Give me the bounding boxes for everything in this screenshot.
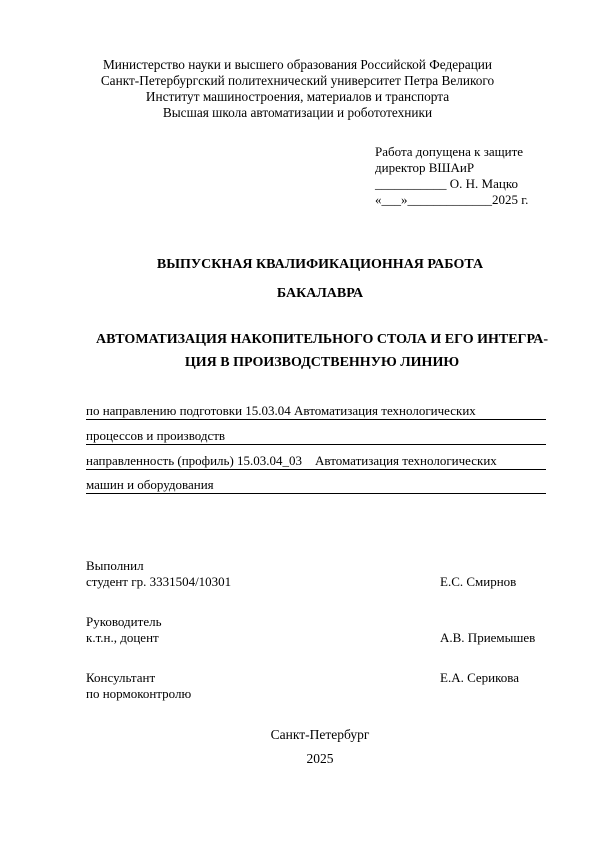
- consultant-name: Е.А. Серикова: [440, 670, 520, 685]
- supervisor-detail: к.т.н., доцент: [86, 630, 159, 645]
- year: 2025: [306, 751, 334, 766]
- approval-block: [375, 144, 528, 208]
- executor-name: Е.С. Смирнов: [440, 574, 517, 589]
- topic-line-1: АВТОМАТИЗАЦИЯ НАКОПИТЕЛЬНОГО СТОЛА И ЕГО ИНТЕГРА-: [96, 332, 548, 347]
- executor-role: Выполнил: [86, 558, 144, 573]
- approval-status: Работа допущена к защите: [375, 144, 524, 159]
- supervisor-name: А.В. Приемышев: [440, 630, 536, 645]
- direction-label: по направлению подготовки: [86, 403, 246, 418]
- profile-value: 15.03.04_03 Автоматизация технологических: [237, 453, 497, 468]
- university-line: Санкт-Петербургский политехнический университет Петра Великого: [100, 73, 495, 88]
- institute-line: Институт машиностроения, материалов и транспорта: [145, 89, 450, 104]
- work-level-title: БАКАЛАВРА: [276, 286, 364, 301]
- executor-detail: студент гр. 3331504/10301: [86, 574, 232, 589]
- direction-value-continued: процессов и производств: [86, 428, 226, 443]
- ministry-line: Министерство науки и высшего образования Российской Федерации: [102, 57, 493, 72]
- city: Санкт-Петербург: [270, 727, 370, 742]
- consultant-detail: по нормоконтролю: [86, 686, 192, 701]
- topic-line-2: ЦИЯ В ПРОИЗВОДСТВЕННУЮ ЛИНИЮ: [184, 355, 460, 370]
- profile-label: направленность (профиль): [86, 453, 238, 468]
- profile-value-continued: машин и оборудования: [86, 477, 214, 492]
- profile-line-2: [86, 477, 546, 494]
- direction-line-2: [86, 428, 546, 445]
- profile-line-1: [86, 453, 546, 470]
- direction-value: 15.03.04 Автоматизация технологических: [245, 403, 476, 418]
- work-type-title: ВЫПУСКНАЯ КВАЛИФИКАЦИОННАЯ РАБОТА: [156, 257, 484, 272]
- thesis-topic: [92, 328, 552, 374]
- organization-header: [0, 57, 595, 121]
- direction-line-1: [86, 403, 546, 420]
- supervisor-role: Руководитель: [86, 614, 162, 629]
- consultant-role: Консультант: [86, 670, 156, 685]
- school-line: Высшая школа автоматизации и робототехники: [162, 105, 433, 120]
- approval-date: «___»_____________2025 г.: [375, 192, 529, 207]
- approval-position: директор ВШАиР: [375, 160, 475, 175]
- approval-signature: ___________ О. Н. Мацко: [375, 176, 518, 191]
